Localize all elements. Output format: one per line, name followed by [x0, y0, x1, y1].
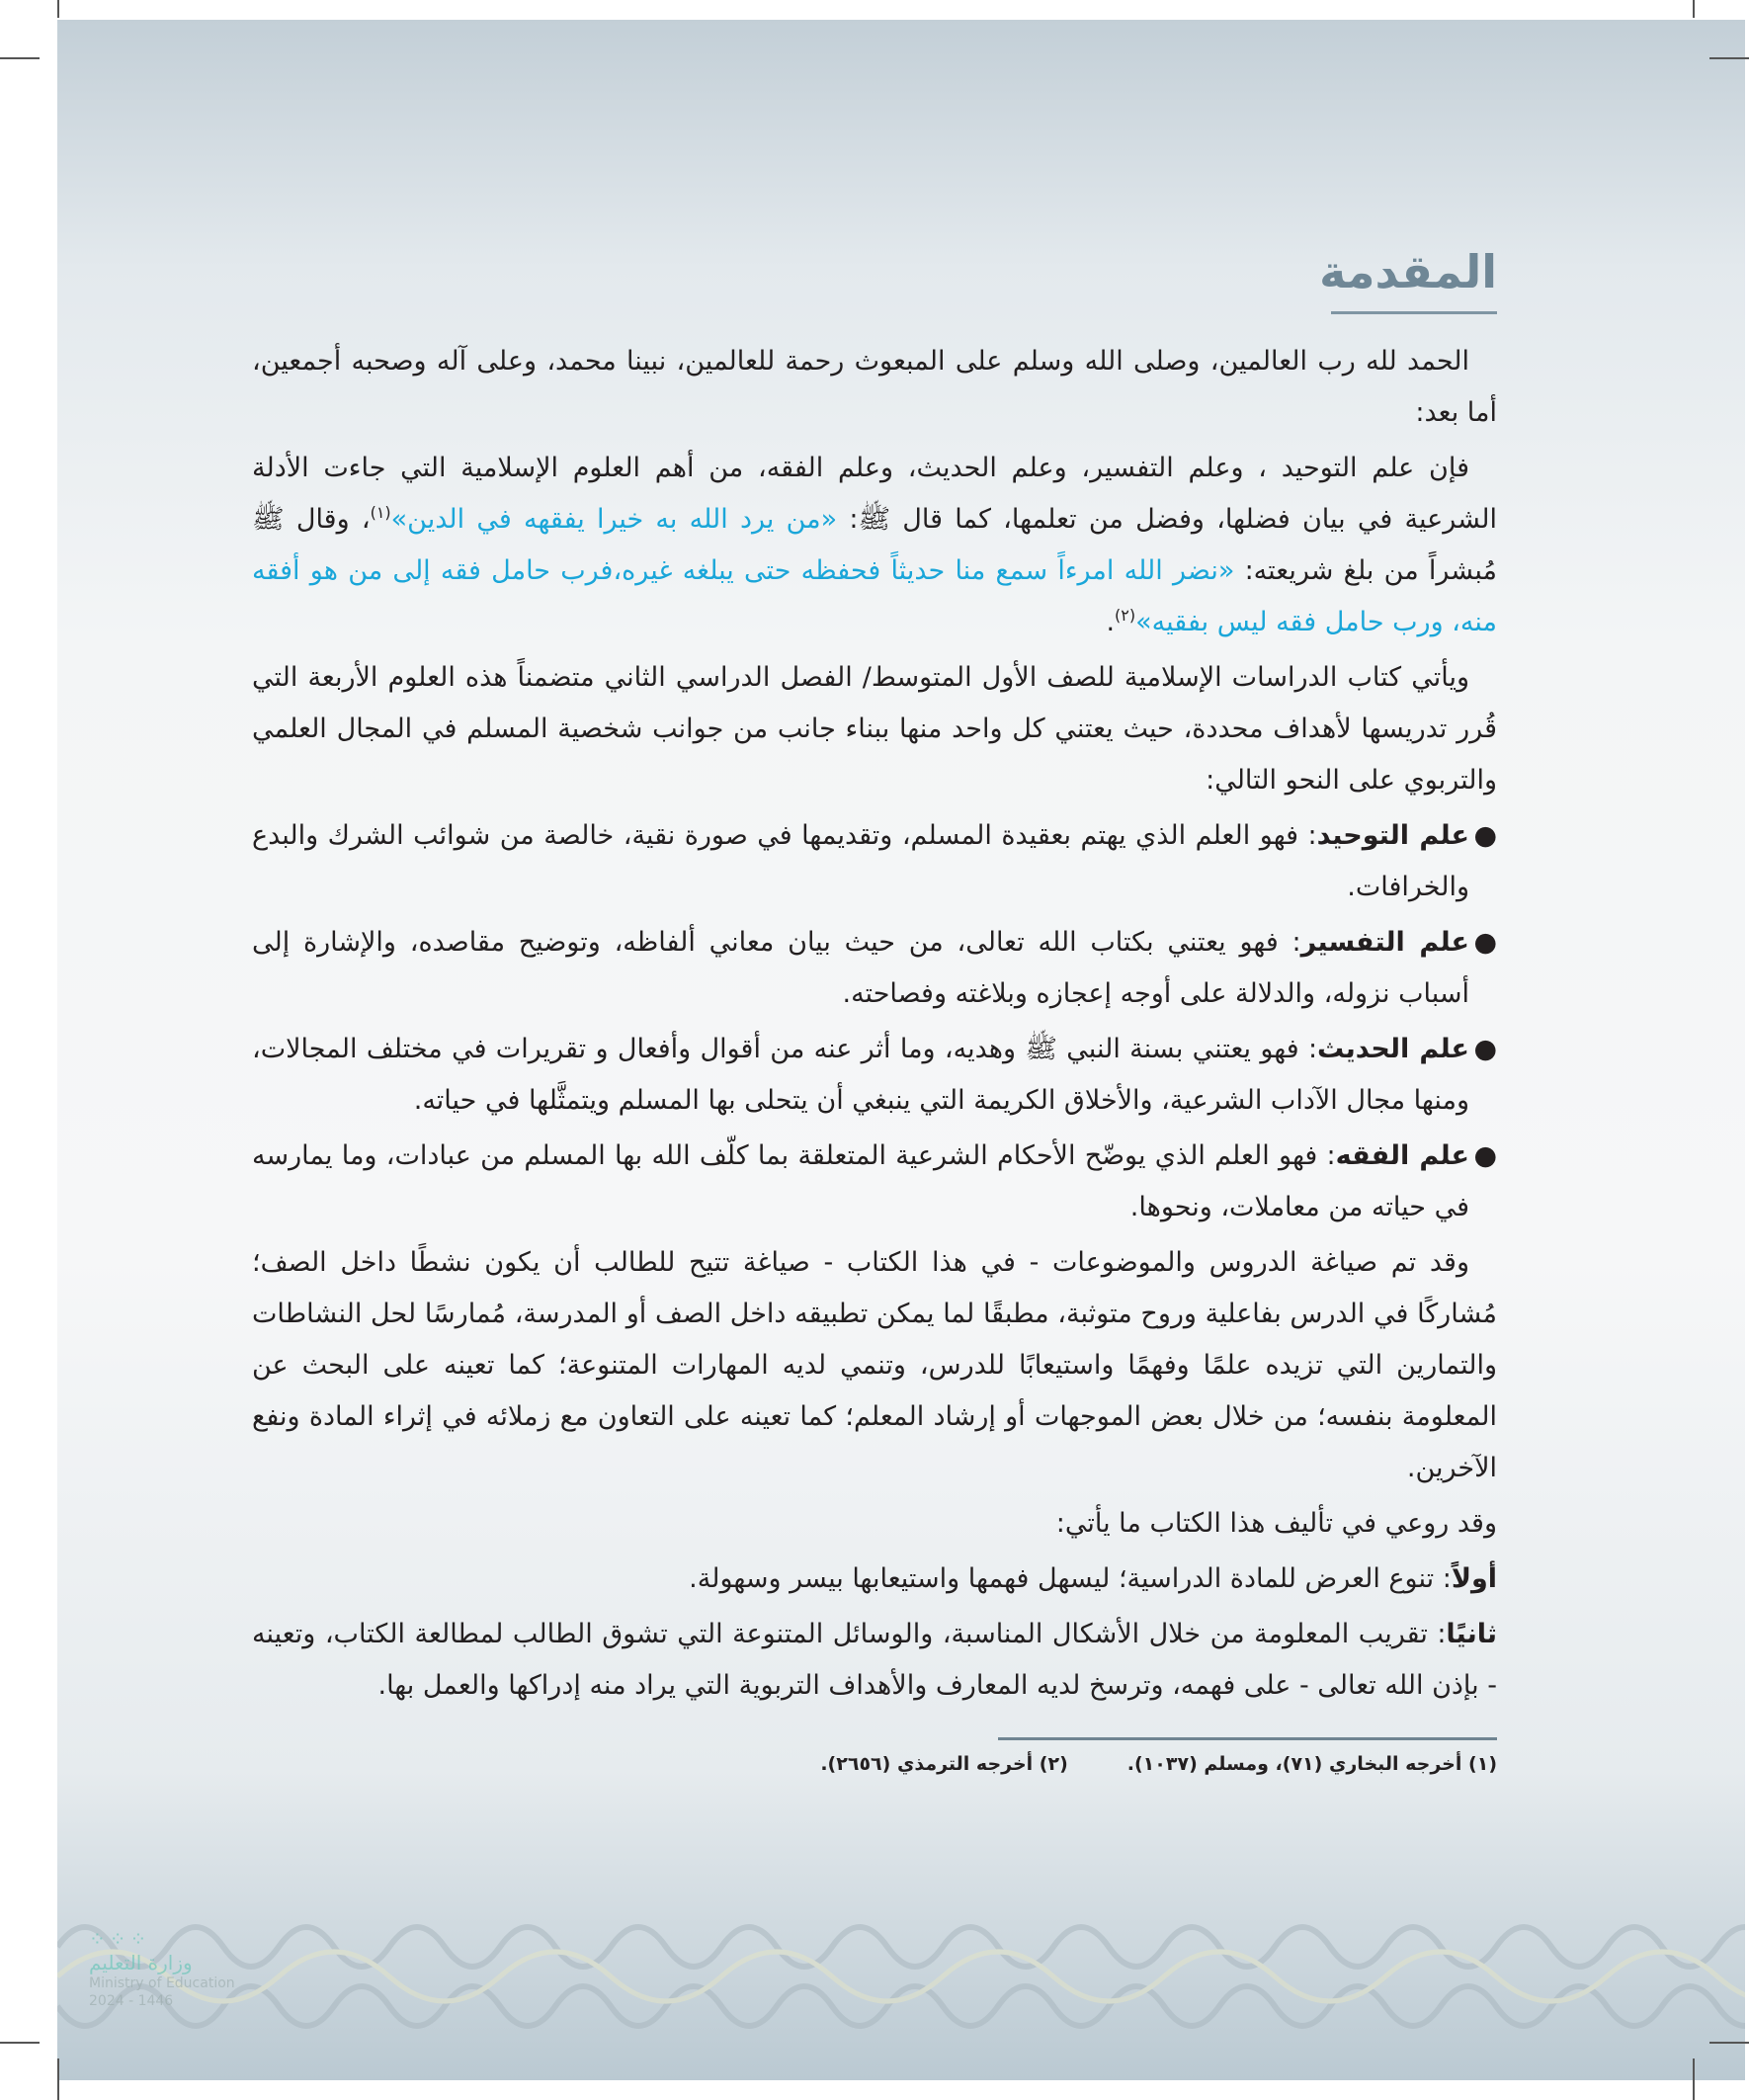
text: فإن علم التوحيد ، وعلم التفسير، وعلم الحديث، وعلم الفقه، من أهم العلوم الإسلامية التي جاءت الأدلة الشرعية في بيان فضلها، وفضل من تعلمها، كما قال ﷺ:: [252, 453, 1497, 535]
footnote-ref: (٢): [1115, 606, 1136, 625]
bullet-icon: ●: [1473, 820, 1497, 851]
crop-mark: [0, 2042, 40, 2044]
bullet-label: علم التوحيد: [1316, 820, 1469, 851]
bullet-text: : فهو العلم الذي يوضّح الأحكام الشرعية المتعلقة بما كلّف الله بها المسلم من عبادات، وما يمارسه في حياته من معاملات، ونحوها.: [252, 1140, 1469, 1222]
page-title: المقدمة: [1319, 245, 1497, 298]
footnote-row: [252, 1750, 1497, 1778]
footnote: (٢) أخرجه الترمذي (٢٦٥٦).: [820, 1753, 1068, 1775]
footnote: (١) أخرجه البخاري (٧١)، ومسلم (١٠٣٧).: [1126, 1753, 1497, 1775]
logo-name: وزارة التعليم: [89, 1951, 193, 1974]
bullet-item: [252, 917, 1497, 1020]
logo-dots-icon: ⁘⁘⁘: [89, 1927, 151, 1951]
text: : تقريب المعلومة من خلال الأشكال المناسبة، والوسائل المتنوعة التي تشوق الطالب لمطالعة الكتاب، وتعينه - بإذن الله تعالى - على فهمه، وترسخ لديه المعارف والأهداف التربوية التي يراد منه إدراكها والعمل بها.: [252, 1619, 1497, 1701]
content-flow: [252, 336, 1497, 1778]
crop-mark: [1693, 0, 1695, 18]
logo-year: 2024 - 1446: [89, 1993, 174, 2009]
footnote-rule: [998, 1737, 1497, 1740]
paragraph: وقد تم صياغة الدروس والموضوعات - في هذا الكتاب - صياغة تتيح للطالب أن يكون نشطًا داخل الصف؛ مُشاركًا في الدرس بفاعلية وروح متوثبة، مطبقًا لما يمكن تطبيقه داخل الصف أو المدرسة، مُمارسًا لحل النشاطات والتمارين التي تزيده علمًا وفهمًا واستيعابًا للدرس، وتنمي لديه المهارات المتنوعة؛ كما تعينه على البحث عن المعلومة بنفسه؛ من خلال بعض الموجهات أو إرشاد المعلم؛ كما تعينه على التعاون مع زملائه في إثراء المادة ونفع الآخرين.: [252, 1247, 1497, 1483]
hadith-quote: «من يرد الله به خيرا يفقهه في الدين»: [390, 504, 838, 535]
decorative-ornament-border: [57, 1907, 1745, 2036]
bullet-icon: ●: [1473, 927, 1497, 958]
paragraph: الحمد لله رب العالمين، وصلى الله وسلم على المبعوث رحمة للعالمين، نبينا محمد، وعلى آله وصحبه أجمعين، أما بعد:: [252, 346, 1497, 428]
text: .: [1106, 607, 1116, 637]
paragraph: [252, 1554, 1497, 1605]
paragraph: وقد روعي في تأليف هذا الكتاب ما يأتي:: [1055, 1508, 1497, 1539]
crop-mark: [1709, 57, 1749, 59]
bullet-item: [252, 1131, 1497, 1233]
item-label: ثانيًا: [1446, 1619, 1497, 1649]
item-label: أولاً: [1451, 1563, 1497, 1594]
bullet-label: علم الفقه: [1335, 1140, 1470, 1171]
bullet-icon: ●: [1473, 1140, 1497, 1171]
bullet-icon: ●: [1473, 1034, 1497, 1064]
text: : تنوع العرض للمادة الدراسية؛ ليسهل فهمها واستيعابها بيسر وسهولة.: [689, 1563, 1452, 1594]
crop-mark: [57, 0, 59, 18]
crop-mark: [0, 57, 40, 59]
footnote-ref: (١): [370, 503, 391, 522]
paragraph: ويأتي كتاب الدراسات الإسلامية للصف الأول المتوسط/ الفصل الدراسي الثاني متضمناً هذه العلوم الأربعة التي قُرر تدريسها لأهداف محددة، حيث يعتني كل واحد منها ببناء جانب من جوانب شخصية المسلم في المجال العلمي والتربوي على النحو التالي:: [252, 662, 1497, 796]
text: ، وقال ﷺ مُبشراً من بلغ شريعته:: [252, 504, 1497, 586]
bullet-text: : فهو يعتني بسنة النبي ﷺ وهديه، وما أثر عنه من أقوال وأفعال و تقريرات في مختلف المجالات، ومنها مجال الآداب الشرعية، والأخلاق الكريمة التي ينبغي أن يتحلى بها المسلم ويتمثَّلها في حياته.: [252, 1034, 1469, 1116]
crop-mark: [57, 2058, 59, 2100]
title-underline: [1331, 311, 1497, 314]
hadith-quote: «نضر الله امرءاً سمع منا حديثاً فحفظه حتى يبلغه غيره،فرب حامل فقه إلى من هو أفقه منه، ورب حامل فقه ليس بفقيه»: [252, 555, 1497, 637]
bullet-text: : فهو العلم الذي يهتم بعقيدة المسلم، وتقديمها في صورة نقية، خالصة من شوائب الشرك والبدع والخرافات.: [252, 820, 1469, 902]
bullet-label: علم الحديث: [1317, 1034, 1469, 1064]
bullet-item: [252, 810, 1497, 913]
crop-mark: [1709, 2042, 1749, 2044]
ministry-logo: [89, 1927, 235, 2010]
crop-mark: [1693, 2058, 1695, 2100]
bullet-item: [252, 1024, 1497, 1127]
paragraph: [252, 1609, 1497, 1712]
intro-body: [252, 336, 1497, 1712]
logo-subtitle: Ministry of Education: [89, 1975, 235, 1991]
paragraph: [252, 443, 1497, 648]
bullet-text: : فهو يعتني بكتاب الله تعالى، من حيث بيان معاني ألفاظه، وتوضيح مقاصده، والإشارة إلى أسباب نزوله، والدلالة على أوجه إعجازه وبلاغته وفصاحته.: [252, 927, 1469, 1009]
footnotes: [252, 1737, 1497, 1778]
bullet-label: علم التفسير: [1300, 927, 1469, 958]
